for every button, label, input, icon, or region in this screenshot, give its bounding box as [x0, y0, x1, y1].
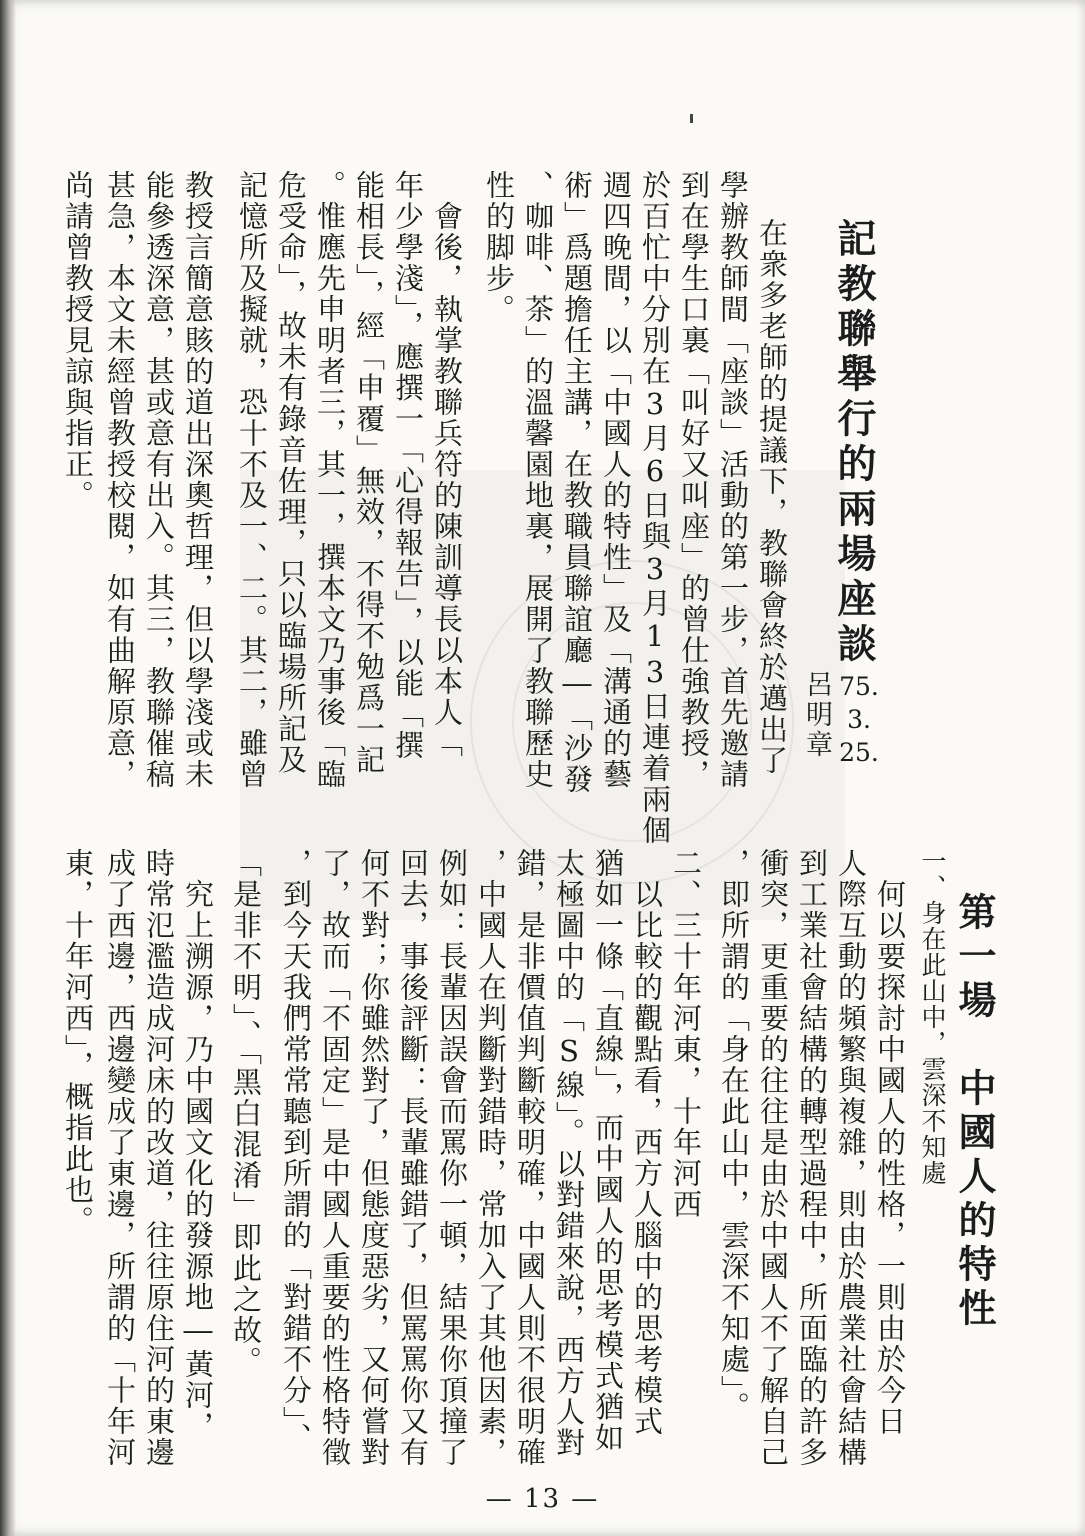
intro-line: 學辦教師間「座談」活動的第一步，首先邀請 — [716, 170, 750, 790]
intro-line: 。惟應先申明者三，其一，撰本文乃事後「臨 — [313, 170, 347, 790]
date-year: 75. — [839, 672, 879, 701]
section-line: 猶如一條「直線」，而中國人的思考模式猶如 — [591, 848, 625, 1454]
section-line: 衝突，更重要的往往是由於中國人不了解自己 — [756, 848, 790, 1468]
intro-line: 於百忙中分別在3月6日與3月13日連着兩個 — [638, 170, 672, 846]
print-mark — [690, 114, 693, 123]
article-title: 記教聯舉行的兩場座談 — [831, 218, 877, 668]
intro-line: 會後，執掌教聯兵符的陳訓導長以本人「 — [430, 170, 464, 759]
section-line: 太極圖中的「S線」。以對錯來說，西方人對 — [552, 848, 586, 1459]
intro-line: 能相長」，經「申覆」無效，不得不勉爲一記 — [352, 170, 386, 776]
intro-line: 術」爲題擔任主講，在教職員聯誼廳―「沙發 — [560, 170, 594, 795]
section-line: 人際互動的頻繁與複雜，則由於農業社會結構 — [834, 848, 868, 1468]
page-number: — 13 — — [485, 1484, 600, 1514]
section-line: ，中國人在判斷對錯時，常加入了其他因素， — [474, 848, 508, 1468]
section-line: ，即所謂的「身在此山中，雲深不知處」。 — [717, 848, 751, 1423]
intro-line: 年少學淺」，應撰一「心得報告」，以能「撰 — [391, 170, 425, 761]
section-line: 了，故而「不固定」是中國人重要的性格特徵 — [318, 848, 352, 1468]
section-line: 東，十年河西」，概指此也。 — [61, 848, 95, 1237]
section-line: 以比較的觀點看，西方人腦中的思考模式 — [630, 848, 664, 1437]
section-line: 究上溯源，乃中國文化的發源地―黃河， — [181, 848, 215, 1442]
author-name: 呂明章 — [801, 670, 832, 760]
section-line: 成了西邊，西邊變成了東邊，所謂的「十年河 — [103, 848, 137, 1468]
intro-line: 記憶所及擬就，恐十不及一、二。其二，雖曾 — [235, 170, 269, 790]
section-heading: 第一場 中國人的特性 — [952, 892, 997, 1332]
intro-line: 性的脚步。 — [482, 170, 516, 325]
intro-line: 、咖啡、茶」的溫馨園地裏，展開了教聯歷史 — [521, 170, 555, 790]
intro-line: 尚請曾教授見諒與指正。 — [61, 170, 95, 511]
intro-line: 甚急，本文未經曾教授校閱，如有曲解原意， — [103, 170, 137, 790]
intro-line: 危受命」，故未有錄音佐理，只以臨場所記及 — [274, 170, 308, 776]
date-month: 3. — [847, 705, 871, 734]
section-line: 到工業社會結構的轉型過程中，所面臨的許多 — [795, 848, 829, 1468]
intro-line: 能參透深意，甚或意有出入。其三，教聯催稿 — [142, 170, 176, 790]
subsection-heading: 一、身在此山中，雲深不知處 — [918, 848, 947, 1186]
section-line: 何以要探討中國人的性格，一則由於今日 — [873, 848, 907, 1437]
intro-line: 週四晚間，以「中國人的特性」及「溝通的藝 — [599, 170, 633, 790]
section-line: 例如：長輩因誤會而罵你一頓，結果你頂撞了 — [435, 848, 469, 1468]
date-day: 25. — [839, 738, 879, 767]
section-line: 錯，是非價值判斷較明確，中國人則不很明確 — [513, 848, 547, 1468]
intro-line: 在衆多老師的提議下，教聯會終於邁出了 — [755, 218, 789, 776]
section-line: 何不對；你雖然對了，但態度惡劣，又何嘗對 — [357, 848, 391, 1468]
section-subheading: 二、三十年河東，十年河西 — [669, 848, 703, 1220]
section-line: 時常氾濫造成河床的改道，往往原住河的東邊 — [142, 848, 176, 1468]
section-line: 回去，事後評斷：長輩雖錯了，但罵罵你又有 — [396, 848, 430, 1468]
section-line: ，到今天我們常常聽到所謂的「對錯不分」、 — [279, 848, 313, 1454]
intro-line: 到在學生口裏「叫好又叫座」的曾仕強教授， — [677, 170, 711, 790]
intro-line: 教授言簡意賅的道出深奧哲理，但以學淺或未 — [181, 170, 215, 790]
section-line: 「是非不明」、「黑白混淆」即此之故。 — [229, 848, 263, 1377]
